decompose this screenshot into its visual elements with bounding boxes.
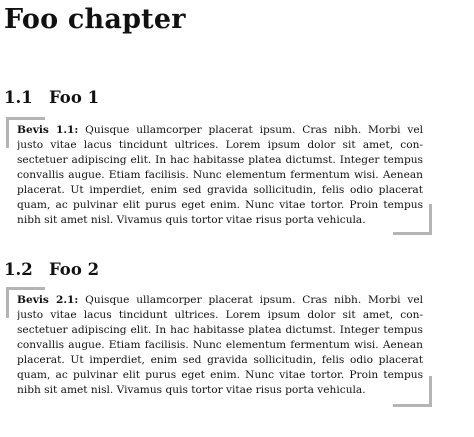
section-heading <box>4 259 99 281</box>
proof-box <box>6 287 432 407</box>
proof-label: Bevis 2.1: <box>17 294 79 306</box>
proof-line: quam, ac pulvinar elit purus eget enim. Nunc vitae tortor. Proin tempus <box>17 199 423 211</box>
chapter-title: Foo chapter <box>4 4 186 35</box>
proof-text <box>17 123 423 228</box>
proof-line-text: Quisque ullamcorper placerat ipsum. Cras nibh. Morbi vel <box>78 124 423 136</box>
proof-line: justo vitae lacus tincidunt ultrices. Lorem ipsum dolor sit amet, con- <box>17 139 423 151</box>
proof-line <box>17 293 423 308</box>
proof-label: Bevis 1.1: <box>17 124 79 136</box>
proof-line: placerat. Ut imperdiet, enim sed gravida sollicitudin, felis odio placerat <box>17 354 423 366</box>
proof-line: sectetuer adipiscing elit. In hac habitasse platea dictumst. Integer tempus <box>17 154 423 166</box>
proof-line: placerat. Ut imperdiet, enim sed gravida sollicitudin, felis odio placerat <box>17 184 423 196</box>
proof-line: sectetuer adipiscing elit. In hac habitasse platea dictumst. Integer tempus <box>17 324 423 336</box>
proof-line: convallis augue. Etiam facilisis. Nunc elementum fermentum wisi. Aenean <box>17 339 423 351</box>
proof-line: nibh sit amet nisl. Vivamus quis tortor vitae risus porta vehicula. <box>17 384 366 396</box>
proof-line: quam, ac pulvinar elit purus eget enim. Nunc vitae tortor. Proin tempus <box>17 369 423 381</box>
proof-line: nibh sit amet nisl. Vivamus quis tortor vitae risus porta vehicula. <box>17 214 366 226</box>
proof-line: justo vitae lacus tincidunt ultrices. Lorem ipsum dolor sit amet, con- <box>17 309 423 321</box>
section-number: 1.2 <box>4 260 33 279</box>
proof-line <box>17 123 423 138</box>
proof-line-text: Quisque ullamcorper placerat ipsum. Cras nibh. Morbi vel <box>78 294 423 306</box>
proof-text <box>17 293 423 398</box>
section-title: Foo 2 <box>49 260 100 279</box>
section-number: 1.1 <box>4 88 33 107</box>
proof-box <box>6 117 432 235</box>
section-heading <box>4 87 99 109</box>
proof-line: convallis augue. Etiam facilisis. Nunc elementum fermentum wisi. Aenean <box>17 169 423 181</box>
section-title: Foo 1 <box>49 88 100 107</box>
